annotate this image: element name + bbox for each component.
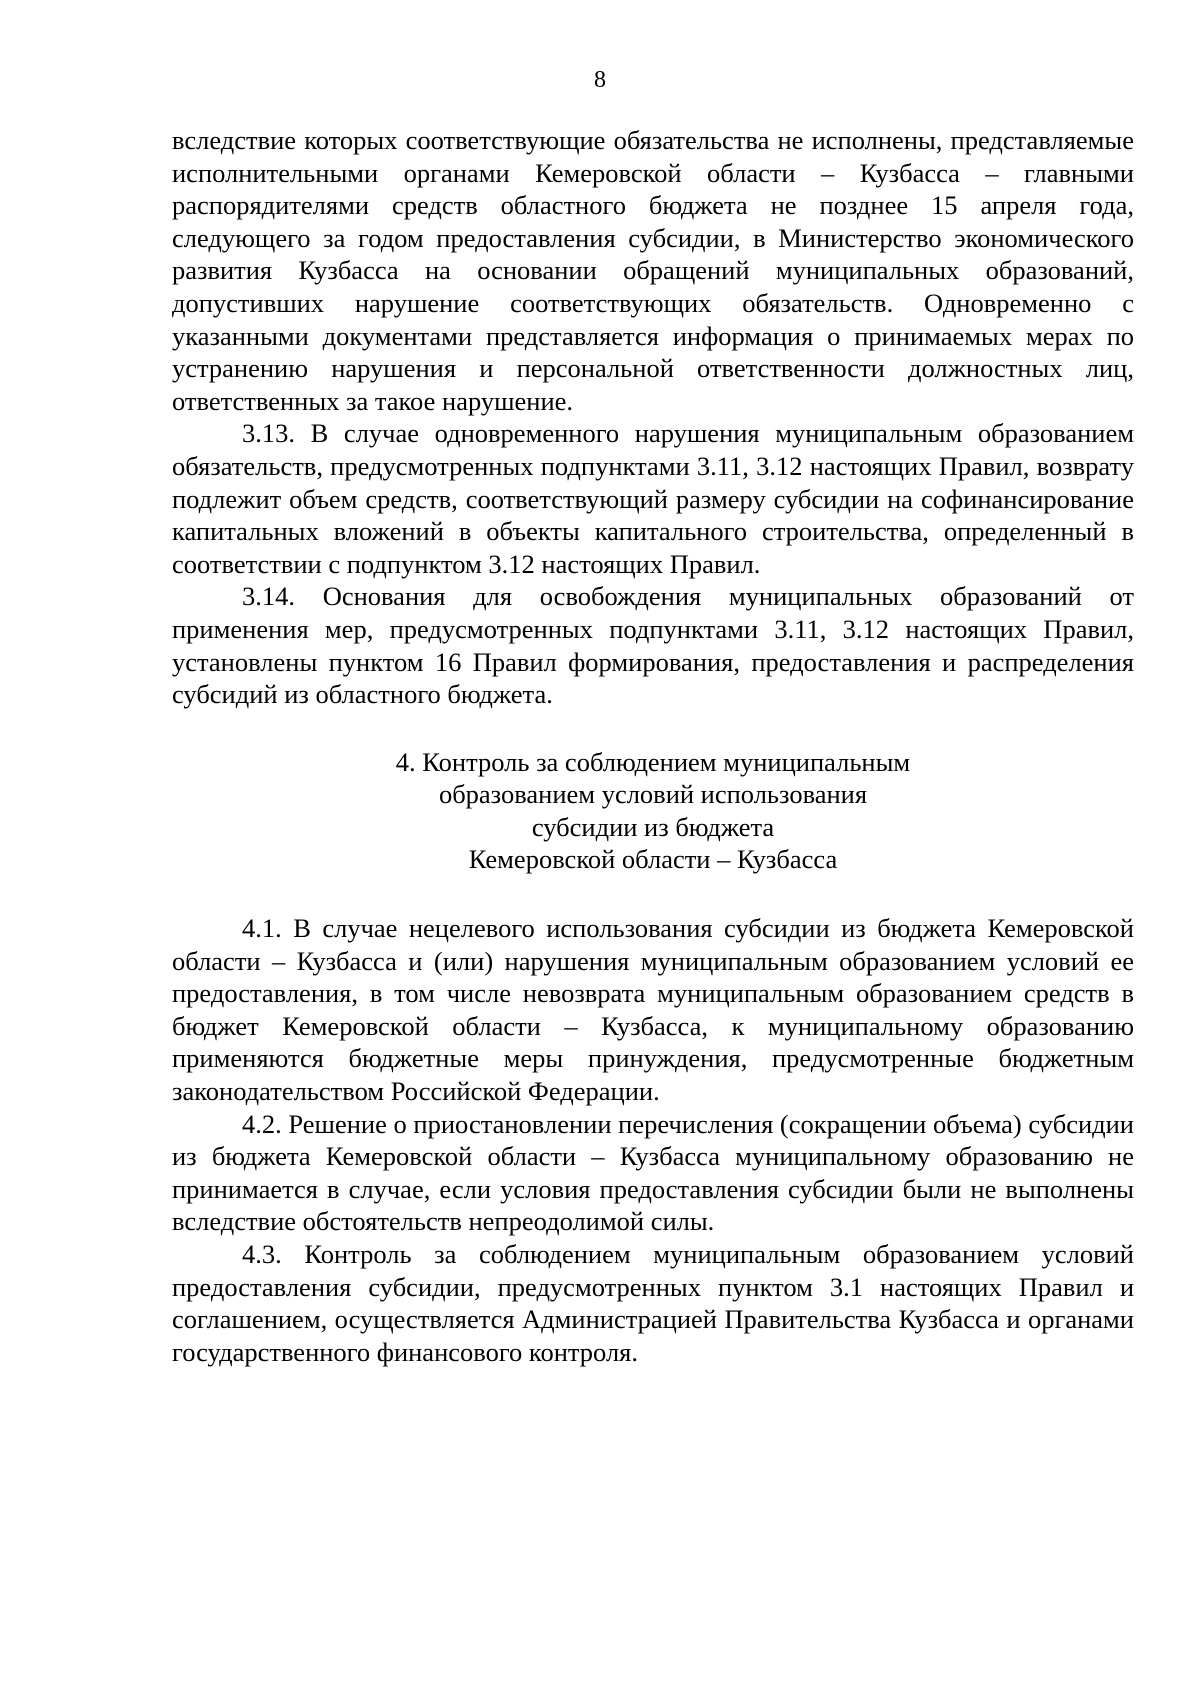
document-body	[172, 124, 1134, 1368]
section-4-heading-line-3: субсидии из бюджета	[531, 811, 775, 842]
paragraph-4-2: 4.2. Решение о приостановлении перечисления (сокращении объема) субсидии из бюджета Кемеровской области – Кузбасса муниципальному образованию не принимается в случае, если условия предоставления субсидии были не выполнены вследствие обстоятельств непреодолимой силы.	[172, 1108, 1134, 1237]
page-number: 8	[594, 67, 606, 93]
paragraph-4-3: 4.3. Контроль за соблюдением муниципальным образованием условий предоставления субсидии, предусмотренных пунктом 3.1 настоящих Правил и соглашением, осуществляется Администрацией Правительства Кузбасса и органами государственного финансового контроля.	[172, 1239, 1134, 1367]
section-4-heading	[172, 746, 1134, 876]
paragraph-continuation: вследствие которых соответствующие обязательства не исполнены, представляемые исполнительными органами Кемеровской области – Кузбасса – главными распорядителями средств областного бюджета не позднее 15 апреля года, следующего за годом предоставления субсидии, в Министерство экономического развития Кузбасса на основании обращений муниципальных образований, допустивших нарушение соответствующих обязательств. Одновременно с указанными документами представляется информация о принимаемых мерах по устранению нарушения и персональной ответственности должностных лиц, ответственных за такое нарушение.	[172, 125, 1134, 416]
section-4-heading-line-1: 4. Контроль за соблюдением муниципальным	[395, 746, 911, 777]
section-4-heading-line-4: Кемеровской области – Кузбасса	[468, 844, 838, 875]
paragraph-3-13: 3.13. В случае одновременного нарушения муниципальным образованием обязательств, предусмотренных подпунктами 3.11, 3.12 настоящих Правил, возврату подлежит объем средств, соответствующий размеру субсидии на софинансирование капитальных вложений в объекты капитального строительства, определенный в соответствии с подпунктом 3.12 настоящих Правил.	[172, 418, 1134, 579]
paragraph-4-1: 4.1. В случае нецелевого использования субсидии из бюджета Кемеровской области – Кузбасса и (или) нарушения муниципальным образованием условий ее предоставления, в том числе невозврата муниципальным образованием средств в бюджет Кемеровской области – Кузбасса, к муниципальному образованию применяются бюджетные меры принуждения, предусмотренные бюджетным законодательством Российской Федерации.	[172, 913, 1134, 1107]
section-4-heading-line-2: образованием условий использования	[438, 779, 868, 810]
paragraph-3-14: 3.14. Основания для освобождения муниципальных образований от применения мер, предусмотренных подпунктами 3.11, 3.12 настоящих Правил, установлены пунктом 16 Правил формирования, предоставления и распределения субсидий из областного бюджета.	[172, 581, 1134, 710]
